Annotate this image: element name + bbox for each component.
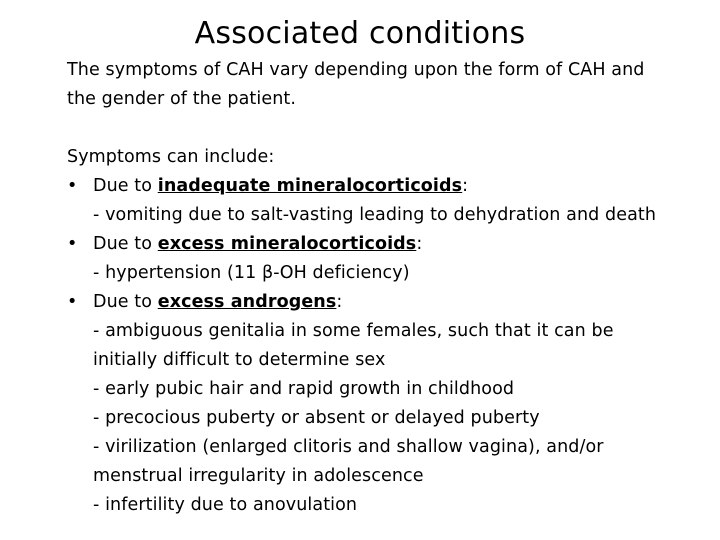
bullet-suffix: :: [336, 292, 343, 312]
bullet-suffix: :: [416, 234, 423, 254]
bullet-detail: - ambiguous genitalia in some females, such that it can be: [93, 321, 614, 341]
bullet-item: [67, 288, 707, 317]
bullet-term: inadequate mineralocorticoids: [157, 176, 463, 196]
bullet-detail: - virilization (enlarged clitoris and shallow vagina), and/or: [93, 437, 604, 457]
bullet-prefix: Due to: [93, 234, 158, 254]
bullet-term: excess mineralocorticoids: [157, 234, 417, 254]
bullet-item: [67, 172, 707, 201]
bullet-detail: menstrual irregularity in adolescence: [93, 466, 424, 486]
slide-body: [67, 56, 707, 520]
bullet-detail: initially difficult to determine sex: [93, 350, 386, 370]
spacer: [67, 114, 707, 143]
slide-title: Associated conditions: [194, 16, 526, 51]
bullet-prefix: Due to: [93, 292, 158, 312]
bullet-detail: - infertility due to anovulation: [93, 495, 358, 515]
bullet-detail: - precocious puberty or absent or delayed puberty: [93, 408, 540, 428]
bullet-suffix: :: [462, 176, 469, 196]
bullet-detail: - vomiting due to salt-vasting leading to dehydration and death: [93, 205, 657, 225]
bullet-icon: •: [67, 176, 78, 196]
bullet-item: [67, 230, 707, 259]
intro-line: The symptoms of CAH vary depending upon the form of CAH and: [67, 60, 645, 80]
intro-line: the gender of the patient.: [67, 89, 297, 109]
bullet-icon: •: [67, 234, 78, 254]
bullet-term: excess androgens: [157, 292, 337, 312]
bullet-icon: •: [67, 292, 78, 312]
bullet-detail: - hypertension (11 β-OH deficiency): [93, 263, 410, 283]
bullet-prefix: Due to: [93, 176, 158, 196]
list-heading: Symptoms can include:: [67, 147, 275, 167]
bullet-detail: - early pubic hair and rapid growth in childhood: [93, 379, 515, 399]
